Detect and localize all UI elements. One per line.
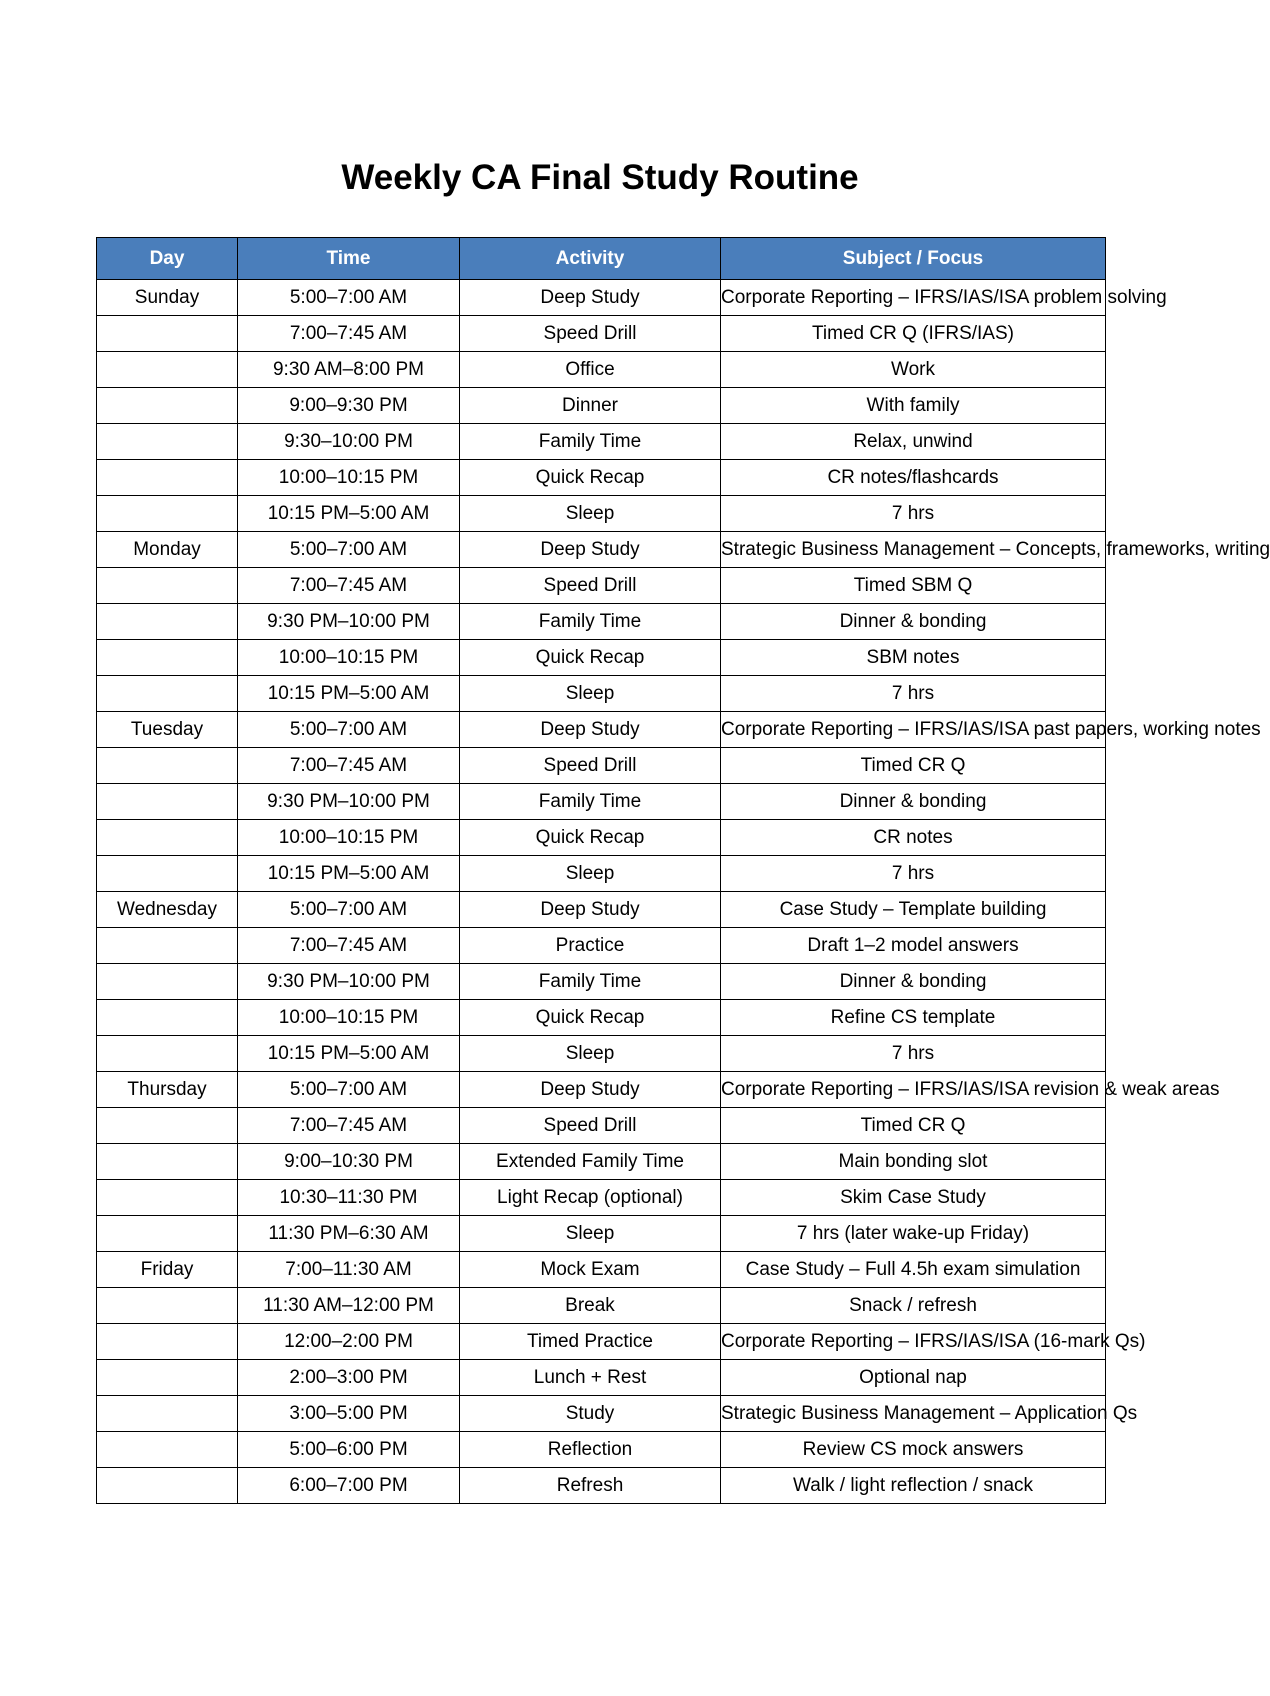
cell-subject: Strategic Business Management – Application Qs bbox=[721, 1396, 1106, 1432]
cell-activity: Light Recap (optional) bbox=[460, 1180, 721, 1216]
cell-activity: Office bbox=[460, 352, 721, 388]
cell-day bbox=[97, 568, 238, 604]
table-row bbox=[97, 1396, 1106, 1432]
table-row bbox=[97, 604, 1106, 640]
header-row bbox=[97, 238, 1106, 280]
cell-time: 7:00–7:45 AM bbox=[238, 316, 460, 352]
cell-time: 7:00–11:30 AM bbox=[238, 1252, 460, 1288]
cell-day bbox=[97, 604, 238, 640]
schedule-table bbox=[96, 237, 1270, 1504]
cell-activity: Speed Drill bbox=[460, 748, 721, 784]
cell-time: 7:00–7:45 AM bbox=[238, 748, 460, 784]
cell-activity: Quick Recap bbox=[460, 460, 721, 496]
cell-subject: Corporate Reporting – IFRS/IAS/ISA revision & weak areas bbox=[721, 1072, 1106, 1108]
table-row bbox=[97, 352, 1106, 388]
table-row bbox=[97, 532, 1106, 568]
cell-subject: Skim Case Study bbox=[721, 1180, 1106, 1216]
cell-subject: 7 hrs bbox=[721, 676, 1106, 712]
cell-subject: Dinner & bonding bbox=[721, 784, 1106, 820]
cell-subject: Snack / refresh bbox=[721, 1288, 1106, 1324]
cell-time: 12:00–2:00 PM bbox=[238, 1324, 460, 1360]
cell-day bbox=[97, 928, 238, 964]
cell-day bbox=[97, 640, 238, 676]
cell-subject: Corporate Reporting – IFRS/IAS/ISA problem solving bbox=[721, 280, 1106, 316]
cell-time: 7:00–7:45 AM bbox=[238, 568, 460, 604]
page-title: Weekly CA Final Study Routine bbox=[341, 158, 859, 197]
table-row bbox=[97, 748, 1106, 784]
cell-day bbox=[97, 1432, 238, 1468]
cell-activity: Refresh bbox=[460, 1468, 721, 1504]
cell-day: Tuesday bbox=[97, 712, 238, 748]
cell-activity: Family Time bbox=[460, 604, 721, 640]
cell-day: Wednesday bbox=[97, 892, 238, 928]
cell-subject: Timed SBM Q bbox=[721, 568, 1106, 604]
cell-day bbox=[97, 1180, 238, 1216]
cell-subject: Dinner & bonding bbox=[721, 604, 1106, 640]
cell-time: 10:00–10:15 PM bbox=[238, 820, 460, 856]
table-row bbox=[97, 1072, 1106, 1108]
cell-activity: Quick Recap bbox=[460, 1000, 721, 1036]
column-header-activity: Activity bbox=[460, 238, 721, 280]
cell-subject: Timed CR Q bbox=[721, 1108, 1106, 1144]
cell-subject: CR notes bbox=[721, 820, 1106, 856]
cell-day bbox=[97, 1144, 238, 1180]
table-row bbox=[97, 1144, 1106, 1180]
table-row bbox=[97, 1360, 1106, 1396]
cell-subject: CR notes/flashcards bbox=[721, 460, 1106, 496]
cell-activity: Extended Family Time bbox=[460, 1144, 721, 1180]
cell-activity: Sleep bbox=[460, 1036, 721, 1072]
cell-time: 5:00–7:00 AM bbox=[238, 892, 460, 928]
cell-subject: 7 hrs bbox=[721, 1036, 1106, 1072]
cell-subject: 7 hrs bbox=[721, 496, 1106, 532]
cell-activity: Mock Exam bbox=[460, 1252, 721, 1288]
cell-subject: With family bbox=[721, 388, 1106, 424]
cell-day bbox=[97, 1036, 238, 1072]
cell-day: Monday bbox=[97, 532, 238, 568]
cell-time: 9:00–10:30 PM bbox=[238, 1144, 460, 1180]
cell-time: 3:00–5:00 PM bbox=[238, 1396, 460, 1432]
cell-time: 9:30 PM–10:00 PM bbox=[238, 784, 460, 820]
table-row bbox=[97, 1432, 1106, 1468]
table-row bbox=[97, 892, 1106, 928]
cell-time: 10:30–11:30 PM bbox=[238, 1180, 460, 1216]
cell-day bbox=[97, 316, 238, 352]
table-row bbox=[97, 1216, 1106, 1252]
table-row bbox=[97, 1000, 1106, 1036]
table-row bbox=[97, 1180, 1106, 1216]
cell-day bbox=[97, 1324, 238, 1360]
cell-time: 10:15 PM–5:00 AM bbox=[238, 856, 460, 892]
table-row bbox=[97, 388, 1106, 424]
cell-activity: Lunch + Rest bbox=[460, 1360, 721, 1396]
table-row bbox=[97, 1324, 1106, 1360]
cell-activity: Sleep bbox=[460, 1216, 721, 1252]
cell-subject: Work bbox=[721, 352, 1106, 388]
cell-time: 5:00–6:00 PM bbox=[238, 1432, 460, 1468]
table-header bbox=[97, 238, 1106, 280]
column-header-time: Time bbox=[238, 238, 460, 280]
cell-day bbox=[97, 1000, 238, 1036]
cell-activity: Sleep bbox=[460, 676, 721, 712]
cell-time: 9:30 AM–8:00 PM bbox=[238, 352, 460, 388]
cell-activity: Family Time bbox=[460, 784, 721, 820]
cell-subject: SBM notes bbox=[721, 640, 1106, 676]
cell-activity: Quick Recap bbox=[460, 820, 721, 856]
cell-time: 7:00–7:45 AM bbox=[238, 928, 460, 964]
column-header-day: Day bbox=[97, 238, 238, 280]
table-row bbox=[97, 424, 1106, 460]
table-row bbox=[97, 856, 1106, 892]
table-row bbox=[97, 1288, 1106, 1324]
cell-activity: Speed Drill bbox=[460, 316, 721, 352]
cell-time: 10:15 PM–5:00 AM bbox=[238, 1036, 460, 1072]
cell-day bbox=[97, 1396, 238, 1432]
cell-activity: Deep Study bbox=[460, 280, 721, 316]
cell-time: 5:00–7:00 AM bbox=[238, 280, 460, 316]
table-row bbox=[97, 1036, 1106, 1072]
cell-time: 2:00–3:00 PM bbox=[238, 1360, 460, 1396]
cell-day bbox=[97, 1216, 238, 1252]
cell-time: 9:30–10:00 PM bbox=[238, 424, 460, 460]
cell-subject: Refine CS template bbox=[721, 1000, 1106, 1036]
cell-time: 11:30 PM–6:30 AM bbox=[238, 1216, 460, 1252]
cell-day bbox=[97, 460, 238, 496]
cell-time: 6:00–7:00 PM bbox=[238, 1468, 460, 1504]
table-row bbox=[97, 1252, 1106, 1288]
cell-subject: Strategic Business Management – Concepts, frameworks, writing bbox=[721, 532, 1106, 568]
cell-day: Thursday bbox=[97, 1072, 238, 1108]
cell-subject: 7 hrs bbox=[721, 856, 1106, 892]
cell-time: 10:00–10:15 PM bbox=[238, 460, 460, 496]
table-row bbox=[97, 784, 1106, 820]
cell-subject: Corporate Reporting – IFRS/IAS/ISA (16-mark Qs) bbox=[721, 1324, 1106, 1360]
cell-subject: Optional nap bbox=[721, 1360, 1106, 1396]
table-row bbox=[97, 460, 1106, 496]
cell-activity: Sleep bbox=[460, 496, 721, 532]
cell-subject: Relax, unwind bbox=[721, 424, 1106, 460]
cell-day bbox=[97, 1468, 238, 1504]
cell-subject: Main bonding slot bbox=[721, 1144, 1106, 1180]
table-row bbox=[97, 676, 1106, 712]
cell-day bbox=[97, 424, 238, 460]
cell-subject: Review CS mock answers bbox=[721, 1432, 1106, 1468]
cell-time: 9:30 PM–10:00 PM bbox=[238, 964, 460, 1000]
cell-time: 10:15 PM–5:00 AM bbox=[238, 496, 460, 532]
table-row bbox=[97, 1108, 1106, 1144]
cell-activity: Family Time bbox=[460, 424, 721, 460]
table-row bbox=[97, 568, 1106, 604]
cell-time: 10:15 PM–5:00 AM bbox=[238, 676, 460, 712]
cell-activity: Deep Study bbox=[460, 712, 721, 748]
cell-activity: Sleep bbox=[460, 856, 721, 892]
cell-day bbox=[97, 1360, 238, 1396]
cell-day bbox=[97, 496, 238, 532]
cell-activity: Break bbox=[460, 1288, 721, 1324]
cell-time: 9:30 PM–10:00 PM bbox=[238, 604, 460, 640]
cell-subject: Case Study – Full 4.5h exam simulation bbox=[721, 1252, 1106, 1288]
table-row bbox=[97, 316, 1106, 352]
cell-day bbox=[97, 964, 238, 1000]
table-row bbox=[97, 928, 1106, 964]
table-row bbox=[97, 1468, 1106, 1504]
cell-subject: Walk / light reflection / snack bbox=[721, 1468, 1106, 1504]
cell-time: 9:00–9:30 PM bbox=[238, 388, 460, 424]
cell-activity: Timed Practice bbox=[460, 1324, 721, 1360]
cell-subject: 7 hrs (later wake-up Friday) bbox=[721, 1216, 1106, 1252]
table-row bbox=[97, 640, 1106, 676]
table-row bbox=[97, 964, 1106, 1000]
cell-day bbox=[97, 352, 238, 388]
cell-subject: Dinner & bonding bbox=[721, 964, 1106, 1000]
cell-activity: Family Time bbox=[460, 964, 721, 1000]
cell-activity: Quick Recap bbox=[460, 640, 721, 676]
cell-subject: Timed CR Q bbox=[721, 748, 1106, 784]
cell-day bbox=[97, 856, 238, 892]
cell-time: 5:00–7:00 AM bbox=[238, 532, 460, 568]
cell-day bbox=[97, 748, 238, 784]
cell-activity: Dinner bbox=[460, 388, 721, 424]
table-row bbox=[97, 712, 1106, 748]
cell-day: Sunday bbox=[97, 280, 238, 316]
cell-day bbox=[97, 820, 238, 856]
table-row bbox=[97, 280, 1106, 316]
table-body bbox=[97, 280, 1270, 1504]
cell-time: 5:00–7:00 AM bbox=[238, 712, 460, 748]
column-header-subject: Subject / Focus bbox=[721, 238, 1106, 280]
cell-activity: Practice bbox=[460, 928, 721, 964]
cell-activity: Speed Drill bbox=[460, 1108, 721, 1144]
cell-time: 10:00–10:15 PM bbox=[238, 1000, 460, 1036]
cell-time: 11:30 AM–12:00 PM bbox=[238, 1288, 460, 1324]
table-row bbox=[97, 820, 1106, 856]
table-row bbox=[97, 496, 1106, 532]
cell-activity: Deep Study bbox=[460, 532, 721, 568]
cell-activity: Study bbox=[460, 1396, 721, 1432]
cell-subject: Timed CR Q (IFRS/IAS) bbox=[721, 316, 1106, 352]
cell-day bbox=[97, 676, 238, 712]
cell-day: Friday bbox=[97, 1252, 238, 1288]
cell-activity: Reflection bbox=[460, 1432, 721, 1468]
cell-activity: Deep Study bbox=[460, 892, 721, 928]
cell-subject: Corporate Reporting – IFRS/IAS/ISA past papers, working notes bbox=[721, 712, 1106, 748]
cell-time: 5:00–7:00 AM bbox=[238, 1072, 460, 1108]
cell-day bbox=[97, 1108, 238, 1144]
cell-time: 7:00–7:45 AM bbox=[238, 1108, 460, 1144]
cell-subject: Case Study – Template building bbox=[721, 892, 1106, 928]
cell-day bbox=[97, 1288, 238, 1324]
cell-activity: Deep Study bbox=[460, 1072, 721, 1108]
cell-time: 10:00–10:15 PM bbox=[238, 640, 460, 676]
cell-day bbox=[97, 388, 238, 424]
cell-day bbox=[97, 784, 238, 820]
cell-subject: Draft 1–2 model answers bbox=[721, 928, 1106, 964]
cell-activity: Speed Drill bbox=[460, 568, 721, 604]
